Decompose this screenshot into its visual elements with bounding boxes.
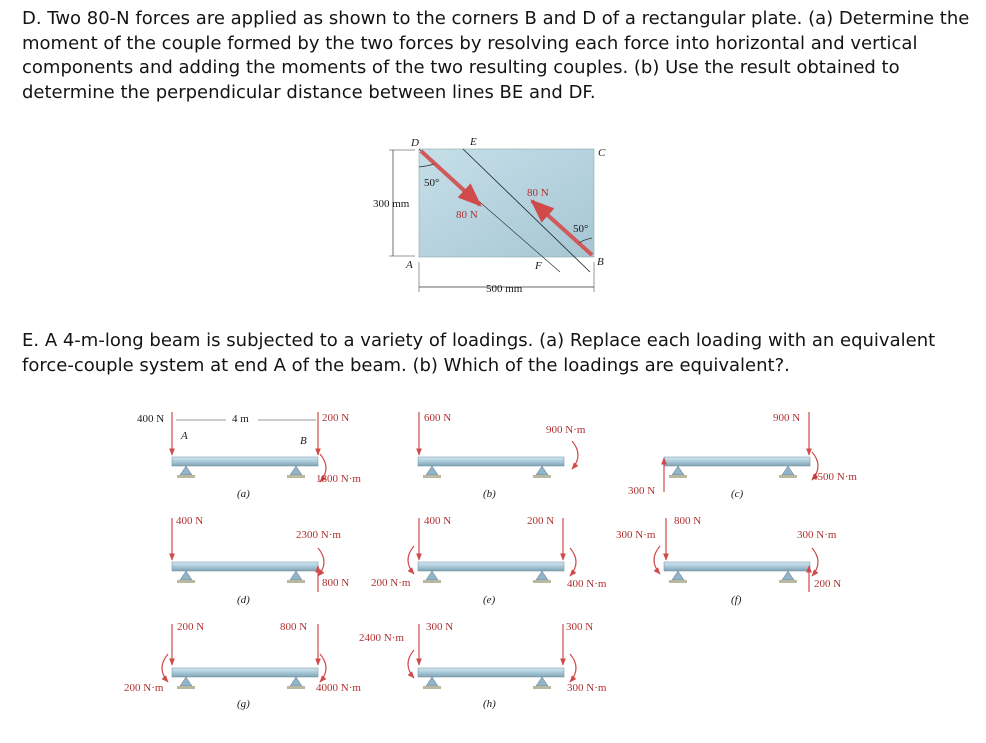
- plate: [419, 149, 594, 257]
- height-label: 300 mm: [373, 198, 410, 210]
- h-tag: (h): [483, 698, 496, 710]
- h-moment-300: 300 N·m: [567, 682, 607, 694]
- support-base-c-1: [779, 475, 797, 478]
- support-c-0: [672, 466, 684, 475]
- support-f-1: [782, 571, 794, 580]
- support-h-1: [536, 677, 548, 686]
- support-g-1: [290, 677, 302, 686]
- support-d-0: [180, 571, 192, 580]
- support-d-1: [290, 571, 302, 580]
- support-b-1: [536, 466, 548, 475]
- label-c: C: [598, 147, 606, 159]
- g-arc-200: [162, 654, 168, 682]
- support-base-h-1: [533, 686, 551, 689]
- beam-layer: [162, 412, 818, 689]
- support-b-0: [426, 466, 438, 475]
- e-moment-400: 400 N·m: [567, 578, 607, 590]
- g-arc-4000: [320, 654, 326, 682]
- support-base-d-1: [287, 580, 305, 583]
- support-base-e-1: [533, 580, 551, 583]
- width-label: 500 mm: [486, 283, 523, 295]
- support-base-g-0: [177, 686, 195, 689]
- d-moment: 2300 N·m: [296, 529, 341, 541]
- b-arc-900: [572, 441, 578, 469]
- d-arc-2300: [318, 548, 324, 576]
- angle-bottom-label: 50°: [573, 223, 589, 235]
- d-force-400: 400 N: [176, 515, 204, 527]
- beam-d: [172, 562, 318, 571]
- label-f: F: [535, 260, 542, 272]
- a-end-a: A: [181, 430, 188, 442]
- support-a-0: [180, 466, 192, 475]
- support-base-c-0: [669, 475, 687, 478]
- label-d: D: [411, 137, 419, 149]
- support-g-0: [180, 677, 192, 686]
- beam-h: [418, 668, 564, 677]
- beam-labels: [124, 412, 857, 710]
- a-end-b: B: [300, 435, 307, 447]
- problem-e-text: E. A 4-m-long beam is subjected to a variety of loadings. (a) Replace each loading with an equivalent force-couple system at end A of the beam. (b) Which of the loadings are equivalent?.: [22, 330, 936, 376]
- e-arc-400: [570, 548, 576, 576]
- a-force-200: 200 N: [322, 412, 350, 424]
- support-base-d-0: [177, 580, 195, 583]
- a-length: 4 m: [232, 413, 249, 425]
- support-base-e-0: [423, 580, 441, 583]
- support-base-a-1: [287, 475, 305, 478]
- angle-top-label: 50°: [424, 177, 440, 189]
- e-force-400: 400 N: [424, 515, 452, 527]
- f-moment-300-left: 300 N·m: [616, 529, 656, 541]
- support-base-b-0: [423, 475, 441, 478]
- g-force-200: 200 N: [177, 621, 205, 633]
- e-moment-200: 200 N·m: [371, 577, 411, 589]
- f-moment-300-right: 300 N·m: [797, 529, 837, 541]
- support-base-f-0: [669, 580, 687, 583]
- beam-f: [664, 562, 810, 571]
- support-e-1: [536, 571, 548, 580]
- force-label-top: 80 N: [456, 209, 478, 221]
- support-c-1: [782, 466, 794, 475]
- g-tag: (g): [237, 698, 250, 710]
- beam-b: [418, 457, 564, 466]
- support-h-0: [426, 677, 438, 686]
- g-moment-4000: 4000 N·m: [316, 682, 361, 694]
- h-moment-2400: 2400 N·m: [359, 632, 404, 644]
- support-base-b-1: [533, 475, 551, 478]
- h-force-300-right: 300 N: [566, 621, 594, 633]
- support-base-g-1: [287, 686, 305, 689]
- e-tag: (e): [483, 594, 496, 606]
- label-a: A: [406, 259, 413, 271]
- g-moment-200: 200 N·m: [124, 682, 164, 694]
- beam-e: [418, 562, 564, 571]
- c-force-300: 300 N: [628, 485, 656, 497]
- support-f-0: [672, 571, 684, 580]
- d-tag: (d): [237, 594, 250, 606]
- f-arc-300-left: [654, 546, 660, 574]
- support-e-0: [426, 571, 438, 580]
- label-e: E: [470, 136, 477, 148]
- c-force-900: 900 N: [773, 412, 801, 424]
- f-force-800: 800 N: [674, 515, 702, 527]
- h-arc-300: [570, 654, 576, 682]
- h-force-300-left: 300 N: [426, 621, 454, 633]
- problem-d-text: D. Two 80-N forces are applied as shown to the corners B and D of a rectangular plate. (a) Determine the moment of the couple formed by the two forces by resolving each force into horizontal and vertical components and adding the moments of the two resulting couples. (b) Use the result obtained to determine the perpendicular distance between lines BE and DF.: [22, 8, 970, 103]
- a-force-400: 400 N: [137, 413, 165, 425]
- f-tag: (f): [731, 594, 742, 606]
- f-arc-300-right: [812, 548, 818, 576]
- e-arc-200: [408, 546, 414, 574]
- support-base-f-1: [779, 580, 797, 583]
- beam-g: [172, 668, 318, 677]
- f-force-200: 200 N: [814, 578, 842, 590]
- b-moment: 900 N·m: [546, 424, 586, 436]
- beam-c: [664, 457, 810, 466]
- label-b: B: [597, 256, 604, 268]
- b-force-600: 600 N: [424, 412, 452, 424]
- c-tag: (c): [731, 488, 744, 500]
- e-force-200: 200 N: [527, 515, 555, 527]
- a-tag: (a): [237, 488, 250, 500]
- plate-figure: [373, 136, 606, 295]
- beam-a: [172, 457, 318, 466]
- support-base-a-0: [177, 475, 195, 478]
- b-tag: (b): [483, 488, 496, 500]
- support-base-h-0: [423, 686, 441, 689]
- support-a-1: [290, 466, 302, 475]
- g-force-800: 800 N: [280, 621, 308, 633]
- h-arc-2400: [408, 650, 414, 678]
- d-force-800: 800 N: [322, 577, 350, 589]
- force-label-bottom: 80 N: [527, 187, 549, 199]
- a-moment: 1800 N·m: [316, 473, 361, 485]
- c-moment: 4500 N·m: [812, 471, 857, 483]
